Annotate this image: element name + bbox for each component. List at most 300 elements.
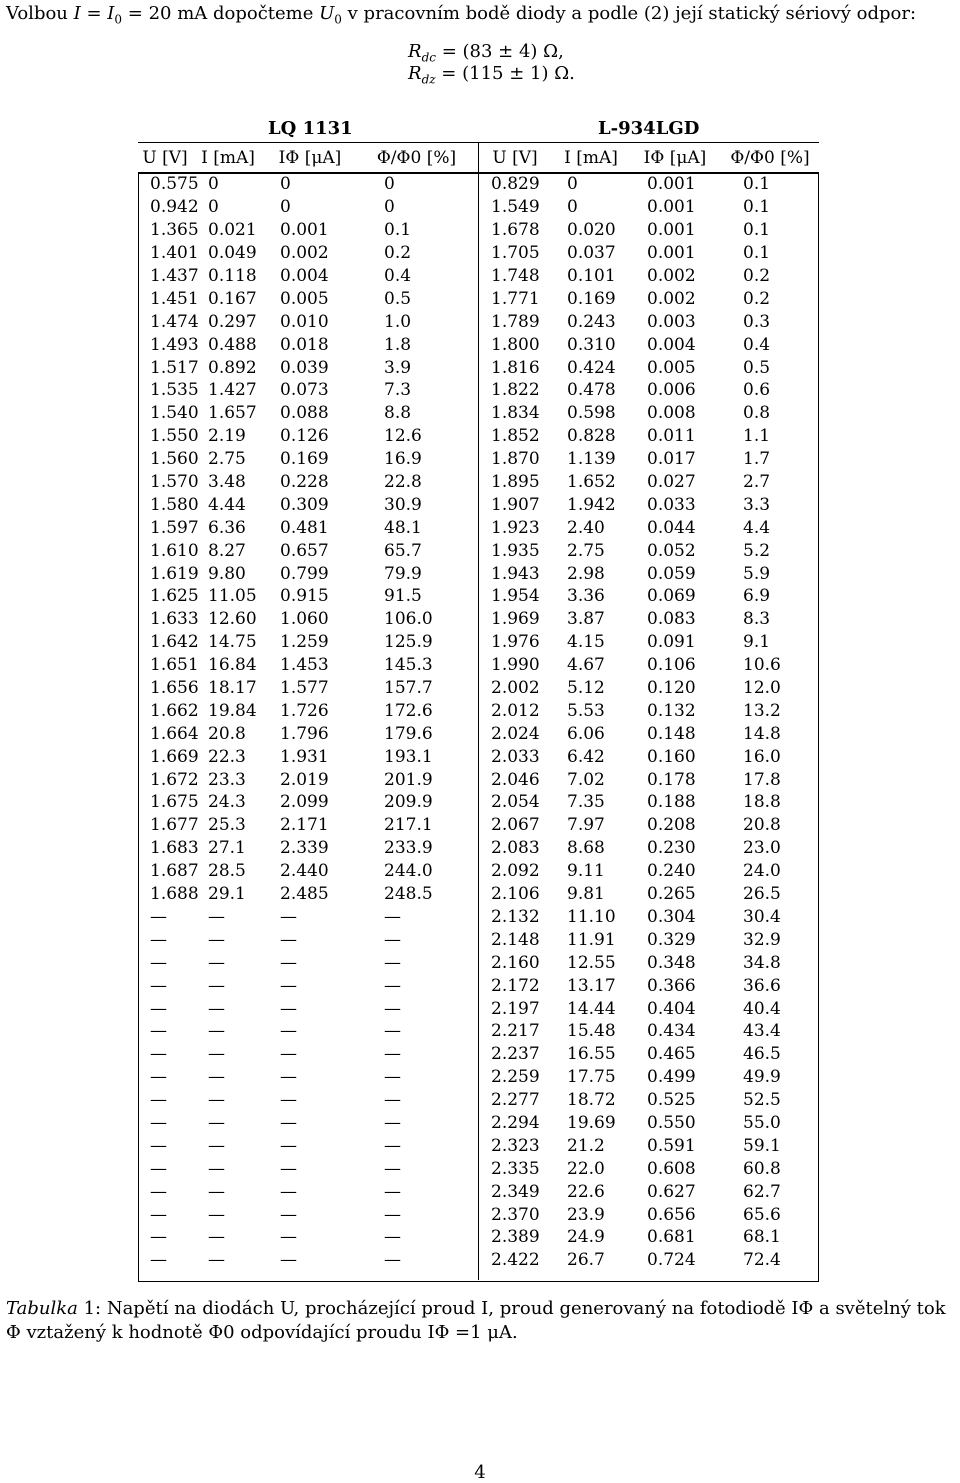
table-cell: — (280, 1044, 297, 1065)
table-cell: — (280, 998, 297, 1019)
table-cell: 0.069 (647, 586, 696, 607)
table-caption (6, 1297, 956, 1345)
table-cell: — (280, 1112, 297, 1133)
table-cell: 1.453 (280, 655, 329, 676)
table-cell: 1.656 (150, 678, 199, 699)
table-cell: 0.126 (280, 426, 329, 447)
table-cell: 1.7 (743, 449, 771, 470)
table-cell: — (208, 1135, 225, 1156)
table-cell: 0.005 (280, 288, 329, 309)
caption-number: 1: (77, 1298, 107, 1319)
table-row (138, 425, 819, 448)
table-cell: — (280, 1227, 297, 1248)
table-cell: 2.277 (491, 1090, 540, 1111)
table-cell: 157.7 (384, 678, 433, 699)
table-cell: — (208, 1204, 225, 1225)
table-row (138, 997, 819, 1020)
table-cell: 1.683 (150, 838, 199, 859)
table-cell: 0.499 (647, 1067, 696, 1088)
table-cell: 1.652 (567, 472, 616, 493)
table-cell: 24.3 (208, 792, 246, 813)
table-cell: 7.3 (384, 380, 412, 401)
table-cell: 52.5 (743, 1090, 781, 1111)
table-cell: — (208, 1250, 225, 1271)
table-row (138, 860, 819, 883)
table-cell: 0.049 (208, 243, 257, 264)
table-cell: 0.1 (743, 197, 771, 218)
table-row (138, 1066, 819, 1089)
sub-0: 0 (114, 12, 123, 27)
table-row (138, 539, 819, 562)
table-row (138, 287, 819, 310)
table-cell: — (384, 1021, 401, 1042)
table-row (138, 402, 819, 425)
table-cell: 0 (208, 174, 219, 195)
table-cell: 0.481 (280, 517, 329, 538)
table-cell: 2.148 (491, 929, 540, 950)
table-cell: 6.36 (208, 517, 246, 538)
table-cell: 2.335 (491, 1158, 540, 1179)
table-cell: — (208, 998, 225, 1019)
table-row (138, 951, 819, 974)
table-cell: 2.440 (280, 861, 329, 882)
table-cell: 2.237 (491, 1044, 540, 1065)
var-r2: R (408, 63, 422, 84)
table-cell: — (384, 1250, 401, 1271)
table-cell: 0.004 (280, 266, 329, 286)
table-row (138, 631, 819, 654)
table-cell: 91.5 (384, 586, 422, 607)
table-cell: 1.597 (150, 517, 199, 538)
table-cell: 0.010 (280, 311, 329, 332)
table-cell: 17.75 (567, 1067, 616, 1088)
table-row (138, 242, 819, 265)
table-cell: 9.1 (743, 632, 771, 653)
table-cell: 1.139 (567, 449, 616, 470)
table-cell: — (280, 906, 297, 927)
table-cell: 65.6 (743, 1204, 781, 1225)
table-cell: — (280, 1158, 297, 1179)
table-cell: 0.6 (743, 380, 771, 401)
column-header: U [V] (142, 147, 188, 168)
table-cell: — (208, 929, 225, 950)
table-cell: 172.6 (384, 700, 433, 721)
table-cell: — (384, 1067, 401, 1088)
table-cell: 28.5 (208, 861, 246, 882)
table-cell: 0.915 (280, 586, 329, 607)
table-cell: 22.0 (567, 1158, 605, 1179)
table-cell: 48.1 (384, 517, 422, 538)
column-header: I [mA] (564, 147, 618, 168)
table-cell: 34.8 (743, 952, 781, 973)
table-cell: 32.9 (743, 929, 781, 950)
table-cell: 0.006 (647, 380, 696, 401)
table-cell: — (150, 906, 167, 927)
table-cell: 0 (567, 174, 578, 195)
table-cell: 1.427 (208, 380, 257, 401)
table-cell: — (208, 1090, 225, 1111)
table-cell: 1.662 (150, 700, 199, 721)
table-cell: 2.099 (280, 792, 329, 813)
table-cell: 0.001 (647, 197, 696, 218)
table-cell: 2.349 (491, 1181, 540, 1202)
table-cell: 19.84 (208, 700, 257, 721)
table-cell: 0.120 (647, 678, 696, 699)
table-cell: 5.53 (567, 700, 605, 721)
table-cell: 1.771 (491, 288, 540, 309)
table-cell: 0.018 (280, 334, 329, 355)
table-cell: 0.310 (567, 334, 616, 355)
table-cell: 1.664 (150, 723, 199, 744)
table-row (138, 883, 819, 906)
table-cell: 2.172 (491, 975, 540, 996)
table-cell: — (208, 1112, 225, 1133)
table-cell: — (150, 1135, 167, 1156)
table-cell: 1.943 (491, 563, 540, 584)
table-cell: 1.969 (491, 609, 540, 630)
table-cell: 3.9 (384, 357, 412, 378)
table-cell: 0.3 (743, 311, 771, 332)
var-i0: I (107, 3, 115, 24)
table-cell: 0.083 (647, 609, 696, 630)
table-cell: 10.6 (743, 655, 781, 676)
table-cell: 11.91 (567, 929, 616, 950)
table-cell: 22.3 (208, 746, 246, 767)
table-cell: 0.329 (647, 929, 696, 950)
table-cell: 0.001 (647, 220, 696, 241)
table-cell: 2.370 (491, 1204, 540, 1225)
rdz-value: = (115 ± 1) Ω. (435, 63, 575, 84)
table-cell: — (384, 1090, 401, 1111)
table-cell: 0.230 (647, 838, 696, 859)
table-cell: 5.12 (567, 678, 605, 699)
table-cell: 79.9 (384, 563, 422, 584)
table-cell: 59.1 (743, 1135, 781, 1156)
table-cell: 9.80 (208, 563, 246, 584)
table-cell: 0.681 (647, 1227, 696, 1248)
table-cell: 0.001 (647, 243, 696, 264)
table-cell: 2.485 (280, 884, 329, 905)
table-cell: — (280, 1250, 297, 1271)
table-cell: 0.169 (280, 449, 329, 470)
table-cell: 13.2 (743, 700, 781, 721)
table-row (138, 768, 819, 791)
table-cell: 0.657 (280, 540, 329, 561)
table-cell: 0.724 (647, 1250, 696, 1271)
table-row (138, 722, 819, 745)
table-cell: 0.008 (647, 403, 696, 424)
table-cell: 2.160 (491, 952, 540, 973)
table-cell: 1.0 (384, 311, 412, 332)
table-cell: 26.5 (743, 884, 781, 905)
table-cell: — (208, 1158, 225, 1179)
table-cell: — (150, 929, 167, 950)
table-cell: — (384, 1227, 401, 1248)
table-cell: 2.171 (280, 815, 329, 836)
table-cell: 3.48 (208, 472, 246, 493)
table-cell: 62.7 (743, 1181, 781, 1202)
table-cell: 0 (384, 174, 395, 195)
table-cell: 20.8 (208, 723, 246, 744)
table-cell: 1.493 (150, 334, 199, 355)
table-cell: 2.98 (567, 563, 605, 584)
table-cell: 0.488 (208, 334, 257, 355)
table-cell: 1.642 (150, 632, 199, 653)
table-cell: — (150, 1044, 167, 1065)
table-cell: 16.9 (384, 449, 422, 470)
table-cell: — (150, 998, 167, 1019)
table-cell: 14.75 (208, 632, 257, 653)
sub-dc: dc (421, 50, 436, 65)
table-cell: 1.672 (150, 769, 199, 790)
table-cell: 0.088 (280, 403, 329, 424)
table-cell: 1.535 (150, 380, 199, 401)
table-cell: 1.550 (150, 426, 199, 447)
table-cell: — (384, 1204, 401, 1225)
table-cell: — (280, 1135, 297, 1156)
table-cell: 1.570 (150, 472, 199, 493)
table-cell: 0.101 (567, 266, 616, 286)
table-cell: 2.002 (491, 678, 540, 699)
table-cell: 0.478 (567, 380, 616, 401)
table-cell: 23.9 (567, 1204, 605, 1225)
table-cell: 1.1 (743, 426, 771, 447)
table-cell: 248.5 (384, 884, 433, 905)
intro-text-3: v pracovním bodě diody a podle (2) její statický sériový odpor: (341, 3, 917, 24)
table-cell: 179.6 (384, 723, 433, 744)
table-cell: 3.36 (567, 586, 605, 607)
table-cell: 2.259 (491, 1067, 540, 1088)
intro-text-2: = 20 mA dopočteme (122, 3, 320, 24)
table-cell: 1.705 (491, 243, 540, 264)
table-cell: 0.1 (384, 220, 412, 241)
table-cell: 1.651 (150, 655, 199, 676)
table-cell: 9.11 (567, 861, 605, 882)
table-cell: — (150, 1204, 167, 1225)
table-cell: 1.822 (491, 380, 540, 401)
table-cell: 0.002 (280, 243, 329, 264)
table-cell: 1.437 (150, 266, 199, 286)
table-cell: — (150, 1181, 167, 1202)
table-cell: 201.9 (384, 769, 433, 790)
table-cell: 1.726 (280, 700, 329, 721)
table-cell: 1.560 (150, 449, 199, 470)
table-row (138, 1043, 819, 1066)
table-cell: 0 (280, 197, 291, 218)
table-cell: 49.9 (743, 1067, 781, 1088)
table-cell: 2.422 (491, 1250, 540, 1271)
table-cell: 4.4 (743, 517, 771, 538)
table-cell: 23.0 (743, 838, 781, 859)
table-row (138, 173, 819, 196)
table-cell: — (208, 1021, 225, 1042)
page-number: 4 (474, 1462, 486, 1483)
table-cell: 1.931 (280, 746, 329, 767)
table-cell: 2.106 (491, 884, 540, 905)
table-row (138, 333, 819, 356)
table-cell: 30.9 (384, 494, 422, 515)
table-row (138, 1157, 819, 1180)
table-cell: — (384, 1158, 401, 1179)
table-row (138, 219, 819, 242)
caption-label: Tabulka (6, 1298, 78, 1319)
table-cell: — (384, 906, 401, 927)
table-cell: 1.619 (150, 563, 199, 584)
table-cell: 1.796 (280, 723, 329, 744)
table-cell: 12.6 (384, 426, 422, 447)
table-cell: 193.1 (384, 746, 433, 767)
table-cell: 0.424 (567, 357, 616, 378)
table-cell: 8.27 (208, 540, 246, 561)
table-cell: 9.81 (567, 884, 605, 905)
table-cell: 2.024 (491, 723, 540, 744)
table-cell: 0.297 (208, 311, 257, 332)
table-cell: 1.789 (491, 311, 540, 332)
table-cell: 0.550 (647, 1112, 696, 1133)
table-cell: 209.9 (384, 792, 433, 813)
table-cell: 1.259 (280, 632, 329, 653)
column-header: IΦ [μA] (643, 147, 707, 168)
table-cell: 6.9 (743, 586, 771, 607)
table-cell: 0.591 (647, 1135, 696, 1156)
table-cell: 2.294 (491, 1112, 540, 1133)
table-cell: 0.002 (647, 288, 696, 309)
table-cell: 1.678 (491, 220, 540, 241)
table-cell: 18.72 (567, 1090, 616, 1111)
table-row (138, 928, 819, 951)
table-cell: 16.0 (743, 746, 781, 767)
table-cell: 0.525 (647, 1090, 696, 1111)
rdc-value: = (83 ± 4) Ω, (435, 41, 564, 62)
table-cell: 0.598 (567, 403, 616, 424)
table-cell: 0.892 (208, 357, 257, 378)
table-cell: 1.517 (150, 357, 199, 378)
table-cell: 20.8 (743, 815, 781, 836)
table-cell: 0.1 (743, 220, 771, 241)
table-cell: 2.197 (491, 998, 540, 1019)
var-r: R (408, 41, 422, 62)
table-cell: 6.42 (567, 746, 605, 767)
table-cell: 0 (280, 174, 291, 195)
table-cell: 2.75 (567, 540, 605, 561)
table-cell: 1.577 (280, 678, 329, 699)
table-cell: 24.0 (743, 861, 781, 882)
column-header: Φ/Φ0 [%] (376, 147, 457, 168)
table-cell: 7.02 (567, 769, 605, 790)
table-cell: 1.834 (491, 403, 540, 424)
table-cell: 24.9 (567, 1227, 605, 1248)
table-cell: 0.265 (647, 884, 696, 905)
table-cell: 19.69 (567, 1112, 616, 1133)
table-cell: 36.6 (743, 975, 781, 996)
table-cell: 25.3 (208, 815, 246, 836)
table-cell: — (208, 906, 225, 927)
table-cell: 2.033 (491, 746, 540, 767)
table-cell: — (280, 952, 297, 973)
table-cell: 0.033 (647, 494, 696, 515)
table-cell: 1.675 (150, 792, 199, 813)
table-cell: — (150, 1112, 167, 1133)
table-cell: 0.059 (647, 563, 696, 584)
table-cell: 2.067 (491, 815, 540, 836)
table-cell: 0 (567, 197, 578, 218)
table-cell: 1.401 (150, 243, 199, 264)
table-cell: 0.828 (567, 426, 616, 447)
column-header: I [mA] (201, 147, 255, 168)
table-cell: 2.083 (491, 838, 540, 859)
table-cell: 1.870 (491, 449, 540, 470)
column-header: Φ/Φ0 [%] (730, 147, 810, 168)
table-cell: 1.060 (280, 609, 329, 630)
table-cell: 12.0 (743, 678, 781, 699)
table-cell: 1.800 (491, 334, 540, 355)
table-cell: 0.005 (647, 357, 696, 378)
table-cell: 1.633 (150, 609, 199, 630)
table-cell: 0.465 (647, 1044, 696, 1065)
table-cell: 0.208 (647, 815, 696, 836)
table-cell: — (384, 1135, 401, 1156)
table-cell: 2.19 (208, 426, 246, 447)
table-cell: — (208, 952, 225, 973)
table-cell: 21.2 (567, 1135, 605, 1156)
table-cell: 2.339 (280, 838, 329, 859)
table-cell: — (208, 975, 225, 996)
table-row (138, 677, 819, 700)
table-cell: — (384, 1112, 401, 1133)
table-cell: 40.4 (743, 998, 781, 1019)
table-cell: 1.976 (491, 632, 540, 653)
table-cell: 1.895 (491, 472, 540, 493)
table-cell: — (150, 952, 167, 973)
table-cell: 1.907 (491, 494, 540, 515)
table-cell: — (280, 1021, 297, 1042)
table-cell: 2.75 (208, 449, 246, 470)
intro-eq: = (80, 3, 108, 24)
table-cell: 0.2 (384, 243, 412, 264)
table-cell: 0.366 (647, 975, 696, 996)
table-cell: 0 (208, 197, 219, 218)
table-cell: 16.84 (208, 655, 257, 676)
table-cell: 2.054 (491, 792, 540, 813)
table-cell: 2.40 (567, 517, 605, 538)
table-row (138, 699, 819, 722)
table-cell: — (280, 1067, 297, 1088)
table-cell: 1.748 (491, 266, 540, 286)
table-row (138, 196, 819, 219)
table-cell: 0.002 (647, 266, 696, 286)
table-row (138, 1134, 819, 1157)
table-row (138, 814, 819, 837)
table-cell: 1.365 (150, 220, 199, 241)
table-cell: 0.799 (280, 563, 329, 584)
table-cell: — (384, 1044, 401, 1065)
table-cell: 12.55 (567, 952, 616, 973)
table-cell: — (150, 1250, 167, 1271)
table-cell: 18.17 (208, 678, 257, 699)
table-cell: 0.942 (150, 197, 199, 218)
table-cell: 0.027 (647, 472, 696, 493)
table-row (138, 448, 819, 471)
table-cell: 60.8 (743, 1158, 781, 1179)
table-cell: 17.8 (743, 769, 781, 790)
table-cell: 0.020 (567, 220, 616, 241)
table-cell: 0.304 (647, 906, 696, 927)
table-cell: 0.608 (647, 1158, 696, 1179)
table-cell: — (150, 1227, 167, 1248)
table-cell: — (280, 1090, 297, 1111)
table-row (138, 379, 819, 402)
table-cell: 12.60 (208, 609, 257, 630)
